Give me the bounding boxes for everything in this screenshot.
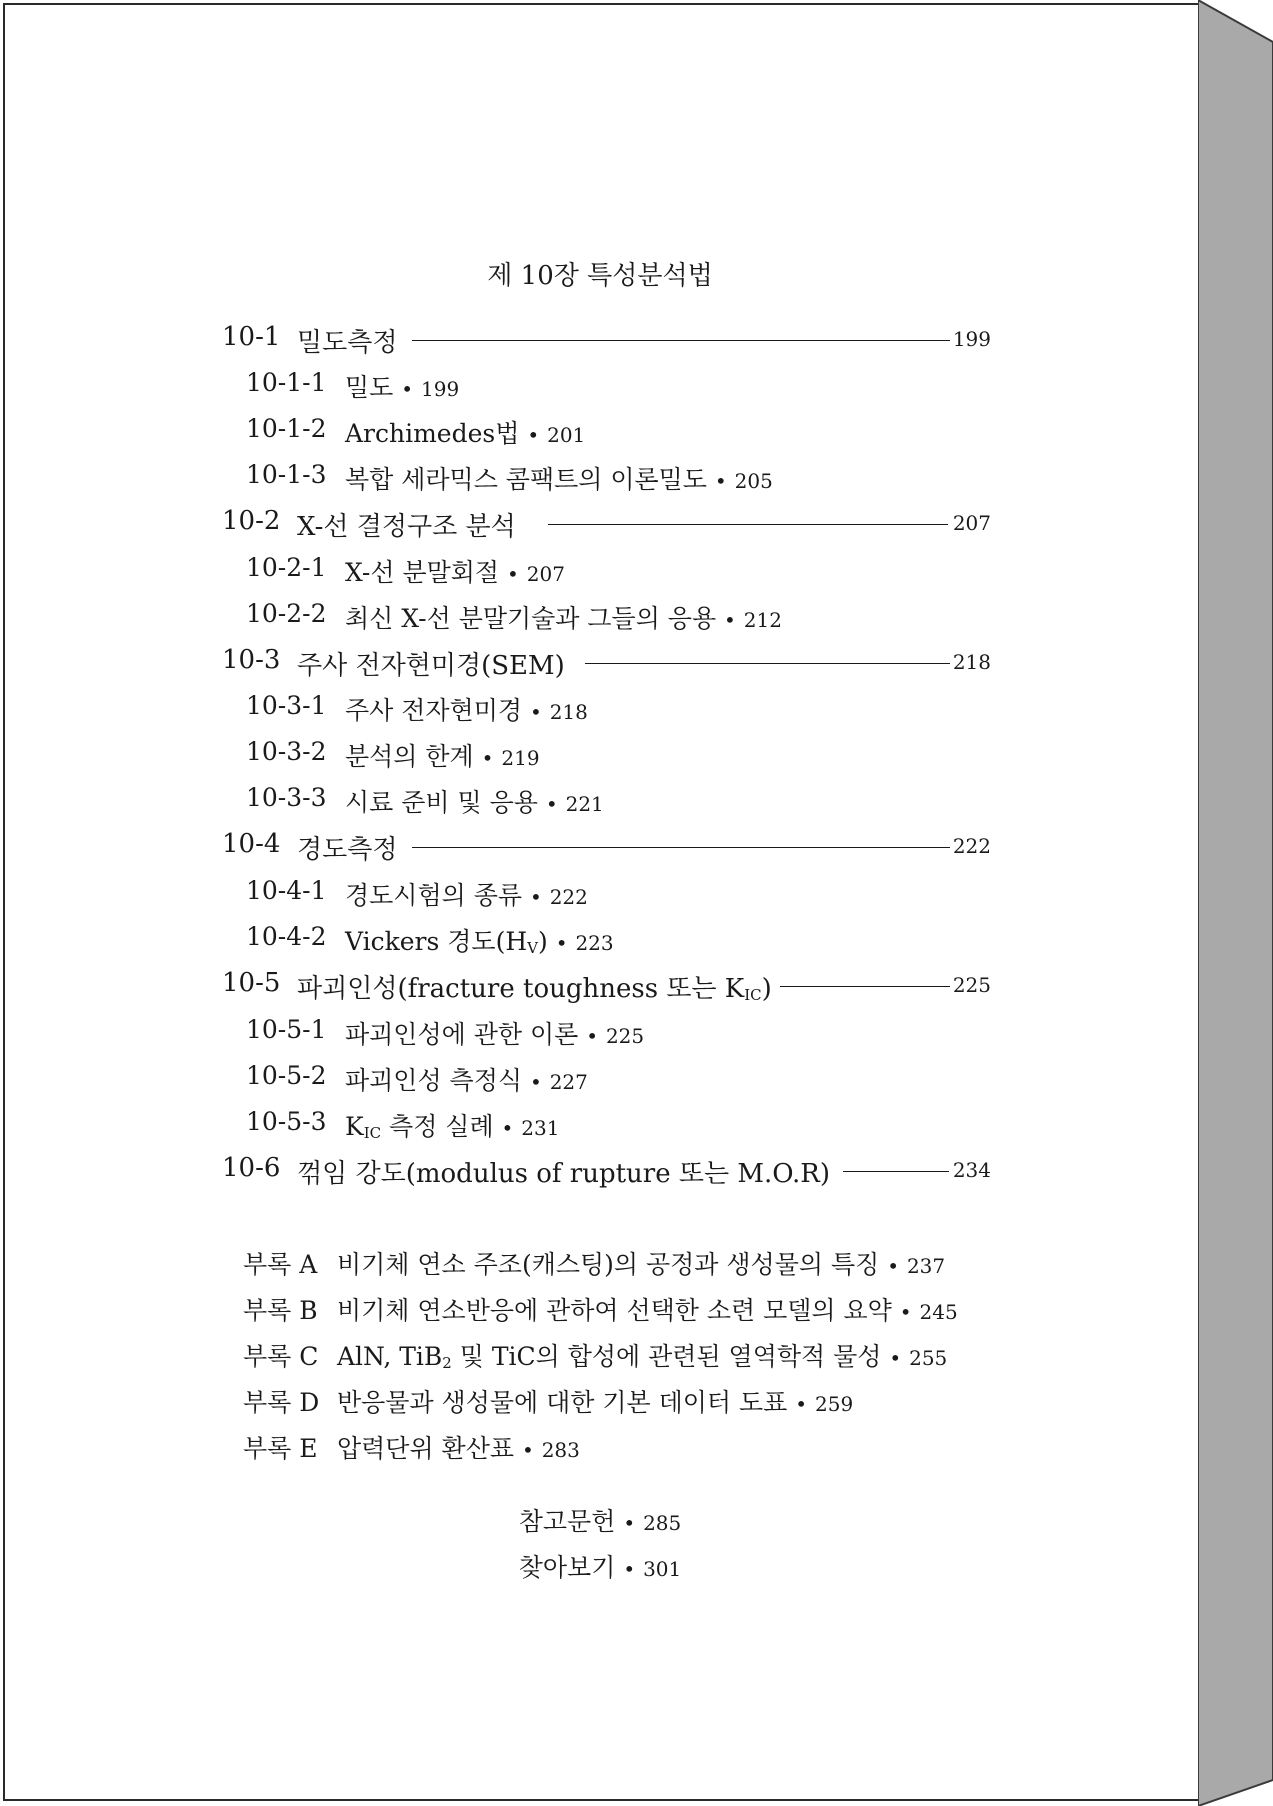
- subsection-page: 207: [526, 562, 565, 586]
- toc-section-10-2[interactable]: [0, 506, 1200, 546]
- subsection-page: 218: [549, 700, 588, 724]
- subsection-page: 223: [575, 931, 614, 955]
- toc-subsection-10-3-1[interactable]: [0, 691, 1200, 731]
- leader-line: [585, 663, 950, 664]
- section-number: 10-5: [222, 968, 281, 998]
- appendix-page: 259: [815, 1392, 854, 1416]
- toc-appendix-e[interactable]: [0, 1429, 1200, 1469]
- toc-subsection-10-1-2[interactable]: [0, 414, 1200, 454]
- appendix-label: 부록 C: [243, 1342, 319, 1371]
- subsection-title: 경도시험의 종류 • 222: [345, 881, 588, 910]
- index-page: 301: [643, 1557, 682, 1581]
- appendix-label: 부록 D: [243, 1388, 320, 1417]
- toc-index[interactable]: 찾아보기 • 301: [518, 1553, 682, 1582]
- section-number: 10-6: [222, 1153, 281, 1183]
- subsection-title: X-선 분말회절 • 207: [345, 558, 565, 587]
- appendix-title: 비기체 연소반응에 관하여 선택한 소련 모델의 요약 • 245: [337, 1296, 958, 1325]
- subsection-page: 201: [547, 423, 586, 447]
- toc-subsection-10-3-2[interactable]: [0, 737, 1200, 777]
- section-page: 234: [952, 1158, 991, 1182]
- appendix-title: 비기체 연소 주조(캐스팅)의 공정과 생성물의 특징 • 237: [337, 1250, 946, 1279]
- section-number: 10-2: [222, 506, 281, 536]
- toc-subsection-10-3-3[interactable]: [0, 783, 1200, 823]
- section-title: X-선 결정구조 분석: [297, 512, 516, 542]
- appendix-label: 부록 A: [243, 1250, 318, 1279]
- section-title: 파괴인성(fracture toughness 또는 $K_{IC}$): [297, 974, 772, 1004]
- section-page: 222: [952, 834, 991, 858]
- subsection-number: 10-3-3: [246, 783, 327, 812]
- subsection-title: Archimedes법 • 201: [345, 419, 586, 448]
- section-page: 207: [952, 511, 991, 535]
- section-title: 꺾임 강도(modulus of rupture 또는 M.O.R): [297, 1159, 831, 1189]
- subsection-number: 10-2-2: [246, 599, 327, 628]
- subsection-page: 205: [734, 469, 773, 493]
- subsection-page: 225: [605, 1024, 645, 1048]
- subsection-title: 주사 전자현미경 • 218: [345, 696, 588, 725]
- subsection-number: 10-1-1: [246, 368, 327, 397]
- subsection-title: 최신 X-선 분말기술과 그들의 응용 • 212: [345, 604, 782, 633]
- toc-subsection-10-5-2[interactable]: [0, 1061, 1200, 1101]
- subsection-title: 밀도 • 199: [345, 373, 460, 402]
- appendix-page: 245: [919, 1300, 958, 1324]
- toc-appendix-b[interactable]: [0, 1291, 1200, 1331]
- subsection-page: 231: [521, 1116, 560, 1140]
- subsection-number: 10-4-2: [246, 922, 327, 951]
- appendix-title: 압력단위 환산표 • 283: [337, 1434, 580, 1463]
- leader-line: [412, 847, 950, 848]
- appendix-title: AlN, TiB$_2$ 및 TiC의 합성에 관련된 열역학적 물성 • 255: [337, 1342, 948, 1372]
- subsection-title: 분석의 한계 • 219: [345, 742, 540, 771]
- subsection-number: 10-3-2: [246, 737, 327, 766]
- section-number: 10-3: [222, 645, 281, 675]
- section-title: 경도측정: [297, 835, 398, 865]
- toc-section-10-6[interactable]: [0, 1153, 1200, 1193]
- toc-section-10-5[interactable]: [0, 968, 1200, 1008]
- section-page: 218: [952, 650, 991, 674]
- appendix-label: 부록 B: [243, 1296, 318, 1325]
- subsection-number: 10-4-1: [246, 876, 327, 905]
- appendix-page: 255: [909, 1346, 948, 1370]
- chapter-title: 제 10장 특성분석법: [487, 261, 713, 291]
- toc-subsection-10-5-3[interactable]: [0, 1107, 1200, 1147]
- toc-section-10-3[interactable]: [0, 645, 1200, 685]
- toc-subsection-10-2-1[interactable]: [0, 553, 1200, 593]
- toc-subsection-10-4-1[interactable]: [0, 876, 1200, 916]
- references-page: 285: [643, 1511, 682, 1535]
- section-number: 10-4: [222, 829, 281, 859]
- subsection-page: 199: [421, 377, 460, 401]
- toc-section-10-4[interactable]: [0, 829, 1200, 869]
- appendix-page: 283: [541, 1438, 580, 1462]
- toc-references[interactable]: 참고문헌 • 285: [518, 1507, 682, 1536]
- appendix-label: 부록 E: [243, 1434, 318, 1463]
- subsection-number: 10-5-1: [246, 1015, 327, 1044]
- toc-subsection-10-2-2[interactable]: [0, 599, 1200, 639]
- leader-line: [843, 1171, 949, 1172]
- section-title: 주사 전자현미경(SEM): [297, 651, 565, 681]
- book-page-edge: [1198, 0, 1273, 1806]
- section-page: 225: [952, 973, 991, 997]
- toc-subsection-10-5-1[interactable]: [0, 1015, 1200, 1055]
- leader-line: [780, 986, 950, 987]
- toc-appendix-a[interactable]: [0, 1245, 1200, 1285]
- toc-subsection-10-4-2[interactable]: [0, 922, 1200, 962]
- subsection-number: 10-5-2: [246, 1061, 327, 1090]
- subsection-number: 10-2-1: [246, 553, 327, 582]
- subsection-number: 10-3-1: [246, 691, 327, 720]
- toc-subsection-10-1-3[interactable]: [0, 460, 1200, 500]
- section-number: 10-1: [222, 322, 281, 352]
- subsection-title: 파괴인성 측정식 • 227: [345, 1066, 588, 1095]
- subsection-title: 시료 준비 및 응용 • 221: [345, 788, 604, 817]
- leader-line: [412, 340, 950, 341]
- appendix-title: 반응물과 생성물에 대한 기본 데이터 도표 • 259: [337, 1388, 854, 1417]
- subsection-page: 221: [565, 792, 604, 816]
- subsection-page: 222: [549, 885, 588, 909]
- subsection-number: 10-1-2: [246, 414, 327, 443]
- subsection-number: 10-5-3: [246, 1107, 327, 1136]
- section-title: 밀도측정: [297, 328, 398, 358]
- toc-appendix-c[interactable]: [0, 1337, 1200, 1377]
- subsection-page: 227: [549, 1070, 588, 1094]
- subsection-number: 10-1-3: [246, 460, 327, 489]
- subsection-title: 파괴인성에 관한 이론 • 225: [345, 1020, 645, 1049]
- subsection-page: 212: [743, 608, 782, 632]
- toc-section-10-1[interactable]: [0, 322, 1200, 362]
- subsection-page: 219: [501, 746, 540, 770]
- leader-line: [548, 524, 948, 525]
- subsection-title: 복합 세라믹스 콤팩트의 이론밀도 • 205: [345, 465, 773, 494]
- section-page: 199: [952, 327, 991, 351]
- toc-appendix-d[interactable]: [0, 1383, 1200, 1423]
- appendix-page: 237: [906, 1254, 946, 1278]
- subsection-title: Vickers 경도$(H_V)$ • 223: [345, 927, 614, 957]
- toc-subsection-10-1-1[interactable]: [0, 368, 1200, 408]
- subsection-title: $K_{IC}$ 측정 실례 • 231: [345, 1112, 560, 1142]
